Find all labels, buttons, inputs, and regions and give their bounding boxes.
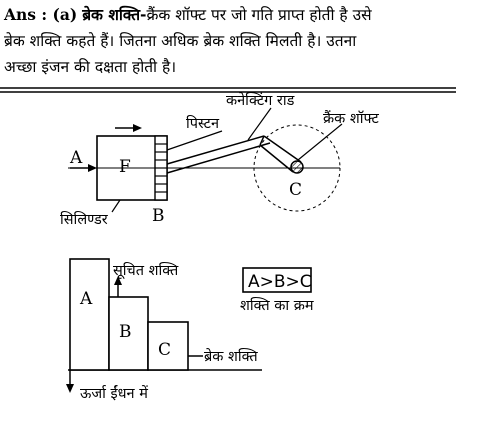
answer-line-1-text: क्रैंक शॉफ्ट पर जो गति प्राप्त होती है उसे xyxy=(146,6,372,24)
answer-label: Ans : (a) xyxy=(4,5,78,24)
label-cylinder: सिलिण्डर xyxy=(60,212,108,228)
label-a: A xyxy=(70,148,83,168)
label-fuel-energy: ऊर्जा ईंधन में xyxy=(80,386,148,402)
bar-a-label: A xyxy=(80,289,93,309)
bar-b-label: B xyxy=(119,322,132,342)
engine-diagram xyxy=(60,91,379,228)
arrow-a-head xyxy=(88,164,97,172)
crank-arm-top xyxy=(264,136,301,162)
leader-connecting-rod xyxy=(248,108,271,140)
label-crankshaft: क्रैंक शॉफ्ट xyxy=(323,111,379,127)
label-connecting-rod: कनेक्टिंग राड xyxy=(226,93,295,109)
power-diagram xyxy=(66,259,314,402)
leader-cylinder xyxy=(112,200,120,212)
leader-piston xyxy=(167,131,222,150)
answer-line-3: अच्छा इंजन की दक्षता होती है। xyxy=(4,58,177,76)
order-box-text: A>B>C xyxy=(248,272,312,292)
connecting-rod-bottom xyxy=(167,143,270,173)
arrow-top-head xyxy=(133,124,142,132)
fuel-arrow-head xyxy=(66,384,74,393)
label-f: F xyxy=(119,157,131,177)
bar-c-label: C xyxy=(158,340,172,360)
order-caption: शक्ति का क्रम xyxy=(240,298,314,314)
connecting-rod-top xyxy=(167,136,264,164)
label-brake-power: ब्रेक शक्ति xyxy=(204,349,258,365)
bar-a xyxy=(70,259,109,370)
answer-term: ब्रेक शक्ति- xyxy=(82,6,147,24)
label-b: B xyxy=(152,206,165,226)
leader-crankshaft xyxy=(298,124,342,160)
answer-line-2: ब्रेक शक्ति कहते हैं। जितना अधिक ब्रेक शक्ति मिलती है। उतना xyxy=(4,32,357,50)
label-c: C xyxy=(289,180,303,200)
label-indicated-power: सूचित शक्ति xyxy=(113,263,179,279)
label-piston: पिस्टन xyxy=(186,116,219,132)
crank-hub xyxy=(291,161,303,173)
